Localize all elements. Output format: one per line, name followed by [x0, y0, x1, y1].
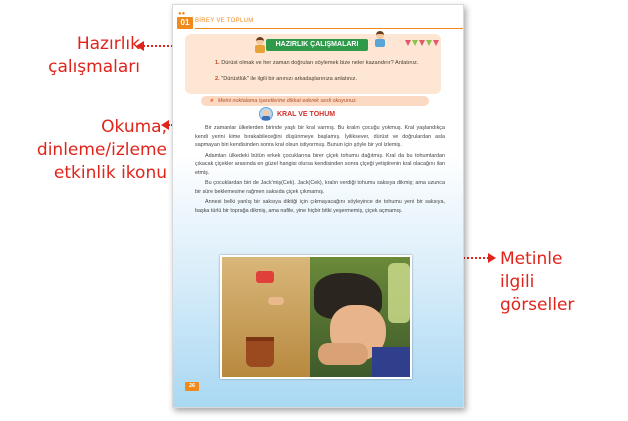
- watering-can-icon: [256, 271, 274, 283]
- callout-line: görseller: [500, 295, 575, 315]
- callout-line: çalışmaları: [48, 57, 140, 77]
- flower-pot-icon: [246, 337, 274, 367]
- story-paragraph: Bu çocuklardan biri de Jack'miş(Cek). Jack(Cek), kralın verdiği tohumu saksıya dikmiş; ama uzunca bir süre beklemesine rağmen saksıda çiçek çıkmamış.: [195, 180, 445, 195]
- callout-images: [500, 248, 610, 317]
- reading-note-text: Metni noktalama işaretlerine dikkat ederek sesli okuyunuz.: [217, 98, 358, 104]
- page-number: 26: [185, 382, 199, 391]
- callout-line: dinleme/izleme: [36, 140, 167, 160]
- arrowhead-reading-icon: [161, 120, 169, 130]
- leaves-shape: [388, 263, 410, 323]
- reading-note: [201, 96, 429, 106]
- boy-hand-shape: [318, 343, 368, 365]
- story-paragraph: Adamları ülkedeki bütün erkek çocuklarına birer çiçek tohumu dağıtmış. Kral da bu tohumlardan çıkacak çiçekler arasında en güzel hangisi olursa kendisinden sonra çiçeği yetiştirenin kral olacağını ilan etmiş.: [195, 152, 445, 176]
- bunting-icon: [405, 33, 445, 43]
- arrowhead-images: [488, 253, 496, 263]
- story-paragraph: Annesi belki yanlış bir saksıya diktiği için çıkmayacağını söyleyince de tohumu yeni bir saksıya, başka türlü bir toprağa dikmiş, ama nafile, yine hiçbir bitki yeşermemiş, çiçek açmamış.: [195, 199, 445, 214]
- callout-line: Okuma,: [101, 117, 167, 137]
- callout-line: Hazırlık: [76, 34, 140, 54]
- callout-line: ilgili: [500, 272, 535, 292]
- callout-preparation: [45, 33, 140, 79]
- arrowhead-preparation: [136, 41, 144, 51]
- preparation-title: HAZIRLIK ÇALIŞMALARI: [266, 39, 368, 51]
- unit-divider: [195, 28, 463, 29]
- reading-activity-icon: [259, 107, 273, 121]
- story-illustration: [220, 255, 412, 379]
- child-figure-icon: [253, 37, 267, 53]
- prep-question: [215, 75, 437, 83]
- child-figure-icon: [373, 31, 387, 47]
- prep-question-text: "Dürüstlük" ile ilgili bir anınızı arkadaşlarınıza anlatınız.: [221, 76, 358, 82]
- story-title: KRAL VE TOHUM: [277, 111, 336, 118]
- callout-reading-icon: [2, 116, 167, 185]
- textbook-page: [172, 4, 464, 408]
- star-icon: ★: [209, 98, 214, 104]
- prep-question: [215, 59, 437, 67]
- callout-line: etkinlik ikonu: [53, 163, 167, 183]
- boy-shirt-shape: [372, 347, 412, 379]
- story-text: [195, 124, 445, 217]
- unit-number: 01: [177, 17, 193, 29]
- unit-title: BİREY VE TOPLUM: [195, 18, 254, 24]
- hand-shape: [268, 297, 284, 305]
- callout-line: Metinle: [500, 249, 563, 269]
- leader-images-right: [463, 257, 489, 259]
- prep-question-number: 2.: [215, 76, 220, 82]
- story-paragraph: Bir zamanlar ülkelerden birinde yaşlı bir kral varmış. Bu kralın çocuğu yokmuş. Kral yaşlandıkça kendi yerini kime bırakabileceğini düşünmeye başlamış. İyiliksever, dürüst ve doğrulardan asla sapmayan biri kendisinden sonra kral olsun istiyormuş. Bunun için şöyle bir yol izlemiş.: [195, 125, 445, 148]
- prep-question-text: Dürüst olmak ve her zaman doğruları söylemek bize neler kazandırır? Anlatınız.: [221, 60, 419, 66]
- prep-question-number: 1.: [215, 60, 220, 66]
- unit-ears-icon: ●●: [178, 11, 186, 17]
